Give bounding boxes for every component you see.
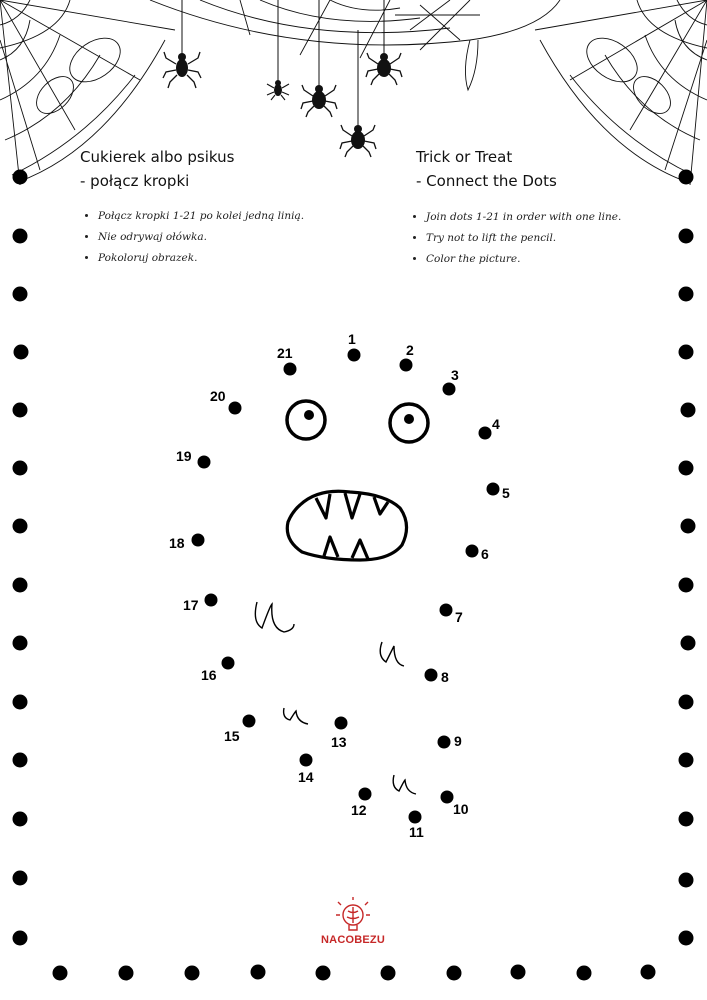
dot-label: 10 (453, 801, 469, 817)
dot-label: 5 (502, 485, 510, 501)
dot-label: 7 (455, 609, 463, 625)
dot-label: 21 (277, 345, 293, 361)
dot-label: 20 (210, 388, 226, 404)
dot-label: 17 (183, 597, 199, 613)
dot-label: 9 (454, 733, 462, 749)
dot-label: 6 (481, 546, 489, 562)
dot-label: 19 (176, 448, 192, 464)
brand-name: NACOBEZU (321, 934, 385, 946)
dot-label: 4 (492, 416, 500, 432)
dot-label: 12 (351, 802, 367, 818)
title-line: - Connect the Dots (416, 172, 557, 190)
instruction-item: • Color the picture. (426, 249, 621, 270)
title-line: Trick or Treat (416, 148, 513, 166)
dot-label: 11 (409, 824, 424, 840)
dot-label: 8 (441, 669, 449, 685)
dot-label: 14 (298, 769, 314, 785)
dot-label: 1 (348, 331, 356, 347)
instruction-item: • Nie odrywaj ołówka. (98, 227, 304, 248)
instruction-item: • Join dots 1-21 in order with one line. (426, 207, 621, 228)
instruction-item: • Pokoloruj obrazek. (98, 248, 304, 269)
instruction-item: • Try not to lift the pencil. (426, 228, 621, 249)
dot-label: 13 (331, 734, 347, 750)
dot-label: 15 (224, 728, 240, 744)
dot-label: 16 (201, 667, 217, 683)
instruction-item: • Połącz kropki 1-21 po kolei jedną linią. (98, 206, 304, 227)
dot-label: 18 (169, 535, 185, 551)
dot-label: 3 (451, 367, 459, 383)
title-line: - połącz kropki (80, 172, 190, 190)
title-line: Cukierek albo psikus (80, 148, 235, 166)
dot-label: 2 (406, 342, 414, 358)
